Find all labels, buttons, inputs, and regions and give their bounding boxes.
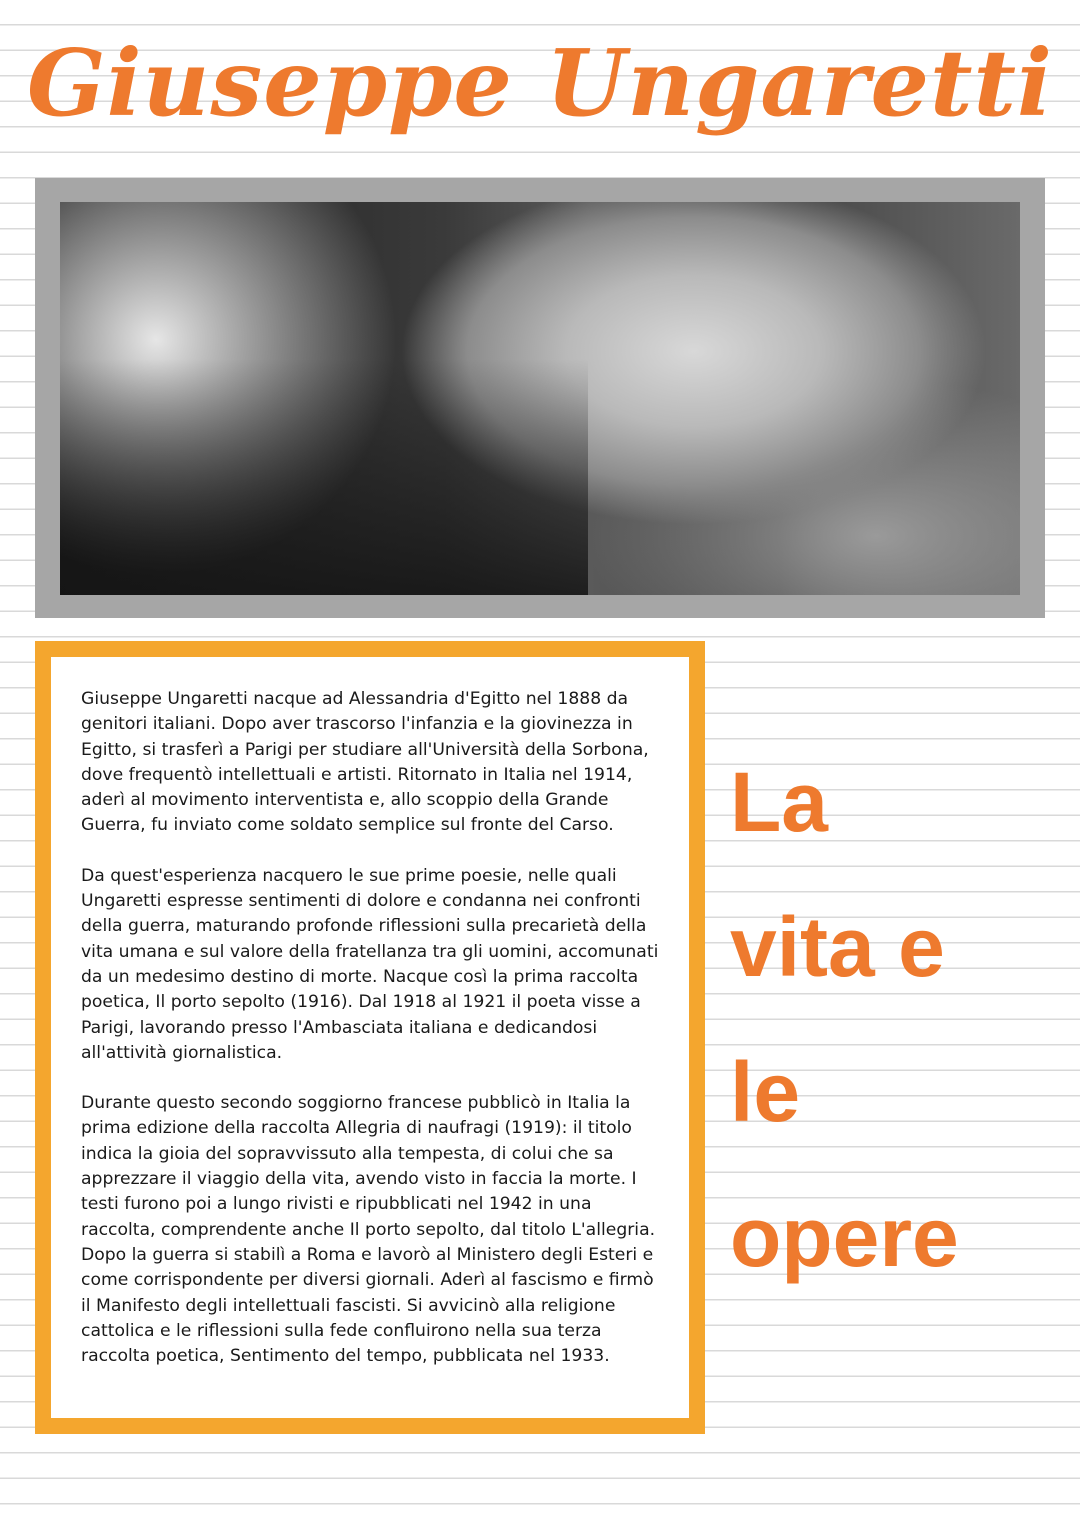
- biography-paragraph-3: Durante questo secondo soggiorno francese pubblicò in Italia la prima edizione della raccolta Allegria di naufragi (1919): il titolo indica la gioia del sopravvissuto alla tempesta, di colui che sa apprezzare il viaggio della vita, avendo visto in faccia la morte. I testi furono poi a lungo rivisti e ripubblicati nel 1942 in una raccolta, comprendente anche Il porto sepolto, dal titolo L'allegria. Dopo la guerra si stabilì a Roma e lavorò al Ministero degli Esteri e come corrispondente per diversi giornali. Aderì al fascismo e firmò il Manifesto degli intellettuali fascisti. Si avvicinò alla religione cattolica e le riflessioni sulla fede confluirono nella sua terza raccolta poetica, Sentimento del tempo, pubblicata nel 1933.: [81, 1093, 656, 1367]
- section-heading-line-3: le: [730, 1045, 801, 1139]
- section-heading-line-4: opere: [730, 1190, 959, 1284]
- page-title: Giuseppe Ungaretti: [27, 29, 1053, 137]
- photo-shadow: [60, 359, 588, 595]
- photo-frame: [35, 178, 1045, 618]
- section-heading: [730, 730, 1070, 1310]
- section-heading-line-2: vita e: [730, 900, 945, 994]
- biography-paragraph-1: Giuseppe Ungaretti nacque ad Alessandria d'Egitto nel 1888 da genitori italiani. Dopo aver trascorso l'infanzia e la giovinezza in Egitto, si trasferì a Parigi per studiare all'Università della Sorbona, dove frequentò intellettuali e artisti. Ritornato in Italia nel 1914, aderì al movimento interventista e, allo scoppio della Grande Guerra, fu inviato come soldato semplice sul fronte del Carso.: [81, 689, 649, 836]
- biography-paragraph-2: Da quest'esperienza nacquero le sue prime poesie, nelle quali Ungaretti espresse sentimenti di dolore e condanna nei confronti della guerra, maturando profonde riflessioni sulla precarietà della vita umana e sul valore della fratellanza tra gli uomini, accomunati da un medesimo destino di morte. Nacque così la prima raccolta poetica, Il porto sepolto (1916). Dal 1918 al 1921 il poeta visse a Parigi, lavorando presso l'Ambasciata italiana e dedicandosi all'attività giornalistica.: [81, 865, 659, 1063]
- section-heading-line-1: La: [730, 755, 829, 849]
- biography-box: [35, 641, 705, 1434]
- portrait-photo: [60, 202, 1020, 595]
